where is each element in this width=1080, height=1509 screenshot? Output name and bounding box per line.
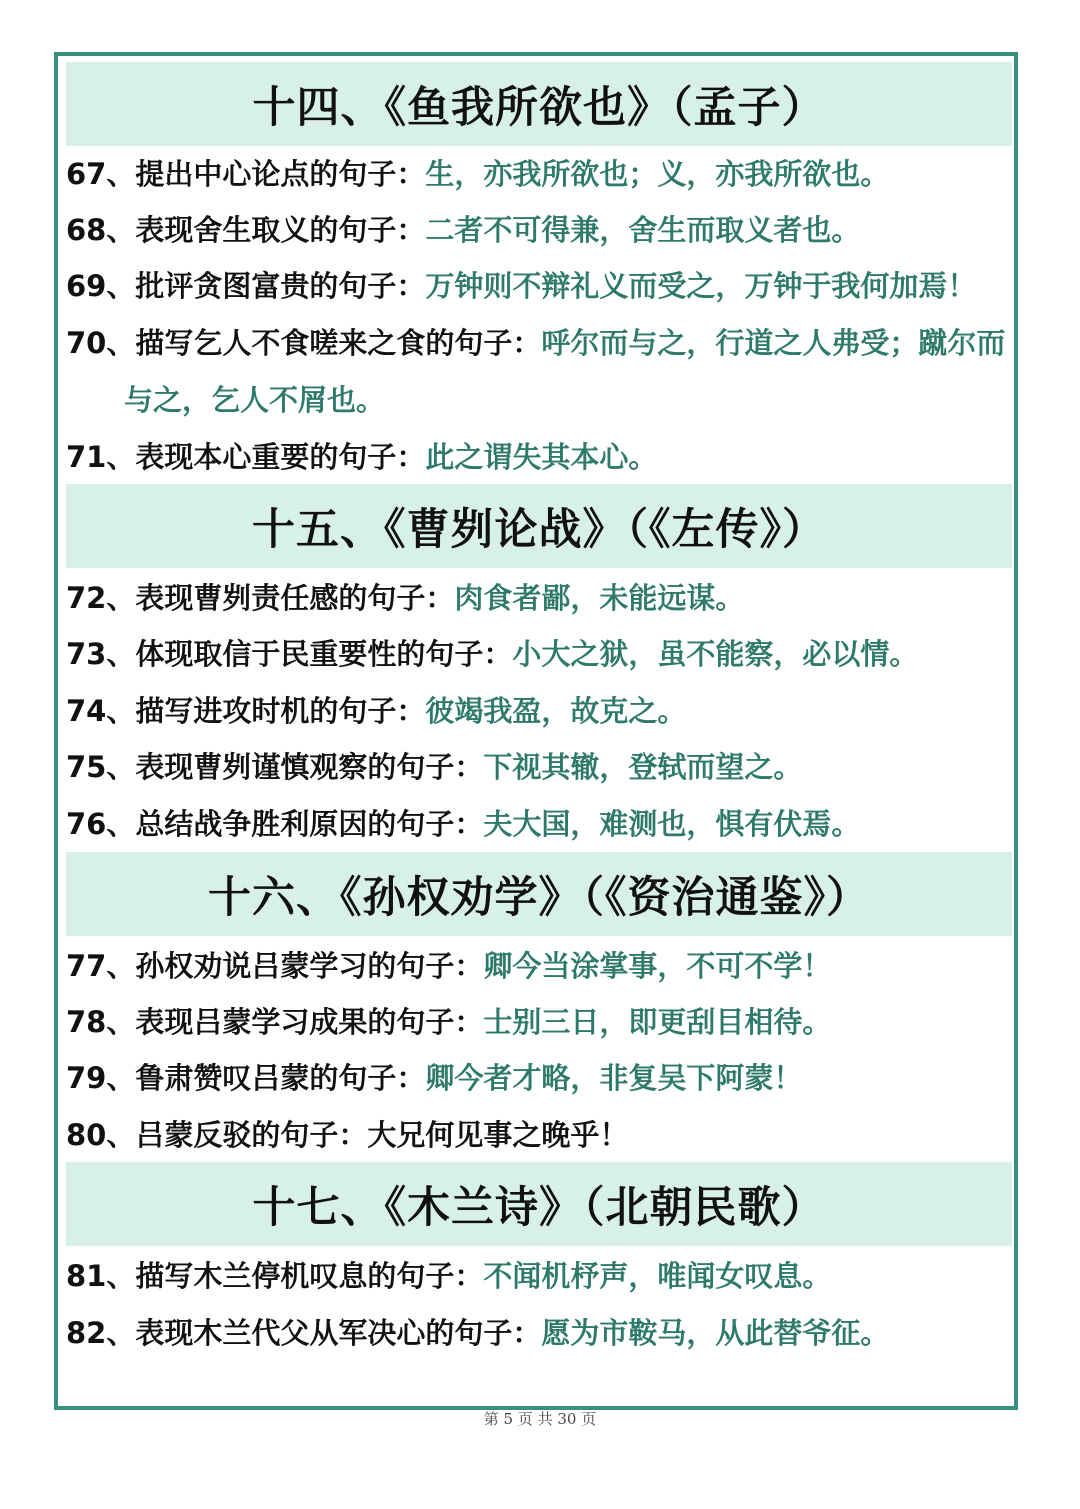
section-title-16: 十六、《孙权劝学》（《资治通鉴》）	[66, 852, 1012, 936]
list-item-80	[66, 1107, 628, 1163]
list-item-76	[66, 796, 860, 852]
page-number: 第 5 页 共 30 页	[483, 1410, 597, 1428]
item-label: 68、表现舍生取义的句子：	[66, 213, 426, 247]
list-item-82	[66, 1305, 889, 1361]
section-title-15: 十五、《曹刿论战》（《左传》）	[66, 484, 1012, 568]
item-answer: 不闻机杼声，唯闻女叹息。	[483, 1259, 832, 1293]
item-answer: 此之谓失其本心。	[425, 440, 658, 474]
item-label: 73、体现取信于民重要性的句子：	[66, 637, 513, 671]
item-answer: 夫大国，难测也，惧有伏焉。	[483, 807, 861, 841]
list-item-72	[66, 570, 744, 626]
list-item-74	[66, 683, 686, 739]
item-label: 78、表现吕蒙学习成果的句子：	[66, 1005, 484, 1039]
list-item-69	[66, 258, 976, 314]
section-title-17: 十七、《木兰诗》（北朝民歌）	[66, 1162, 1012, 1246]
item-answer: 呼尔而与之，行道之人弗受；蹴尔而	[541, 326, 1006, 360]
list-item-81	[66, 1248, 831, 1304]
list-item-73	[66, 626, 918, 682]
section-title-14: 十四、《鱼我所欲也》（孟子）	[66, 62, 1012, 146]
list-item-71	[66, 429, 657, 485]
item-answer: 愿为市鞍马，从此替爷征。	[541, 1316, 890, 1350]
item-answer: 生，亦我所欲也；义，亦我所欲也。	[425, 157, 890, 191]
item-answer: 小大之狱，虽不能察，必以情。	[512, 637, 919, 671]
item-answer: 下视其辙，登轼而望之。	[483, 750, 803, 784]
item-label: 81、描写木兰停机叹息的句子：	[66, 1259, 484, 1293]
item-label: 74、描写进攻时机的句子：	[66, 694, 426, 728]
item-label: 82、表现木兰代父从军决心的句子：	[66, 1316, 542, 1350]
list-item-70	[66, 315, 1005, 371]
item-label: 67、提出中心论点的句子：	[66, 157, 426, 191]
list-item-68	[66, 202, 860, 258]
item-label: 75、表现曹刿谨慎观察的句子：	[66, 750, 484, 784]
item-answer: 万钟则不辩礼义而受之，万钟于我何加焉！	[425, 269, 977, 303]
item-label: 71、表现本心重要的句子：	[66, 440, 426, 474]
item-answer: 士别三日，即更刮目相待。	[483, 1005, 832, 1039]
item-answer: 大兄何见事之晚乎！	[367, 1118, 629, 1152]
item-answer: 肉食者鄙，未能远谋。	[454, 581, 745, 615]
item-answer: 二者不可得兼，舍生而取义者也。	[425, 213, 861, 247]
item-label: 72、表现曹刿责任感的句子：	[66, 581, 455, 615]
item-label: 76、总结战争胜利原因的句子：	[66, 807, 484, 841]
item-answer: 彼竭我盈，故克之。	[425, 694, 687, 728]
list-item-79	[66, 1050, 802, 1106]
item-label: 70、描写乞人不食嗟来之食的句子：	[66, 326, 542, 360]
item-label: 79、鲁肃赞叹吕蒙的句子：	[66, 1061, 426, 1095]
item-label: 80、吕蒙反驳的句子：	[66, 1118, 368, 1152]
item-label: 77、孙权劝说吕蒙学习的句子：	[66, 949, 484, 983]
item-answer: 卿今者才略，非复吴下阿蒙！	[425, 1061, 803, 1095]
list-item-77	[66, 938, 831, 994]
list-item-67	[66, 146, 889, 202]
list-item-78	[66, 994, 831, 1050]
item-answer: 卿今当涂掌事，不可不学！	[483, 949, 832, 983]
list-item-70-continuation: 与之，乞人不屑也。	[124, 383, 386, 417]
list-item-75	[66, 739, 802, 795]
item-label: 69、批评贪图富贵的句子：	[66, 269, 426, 303]
